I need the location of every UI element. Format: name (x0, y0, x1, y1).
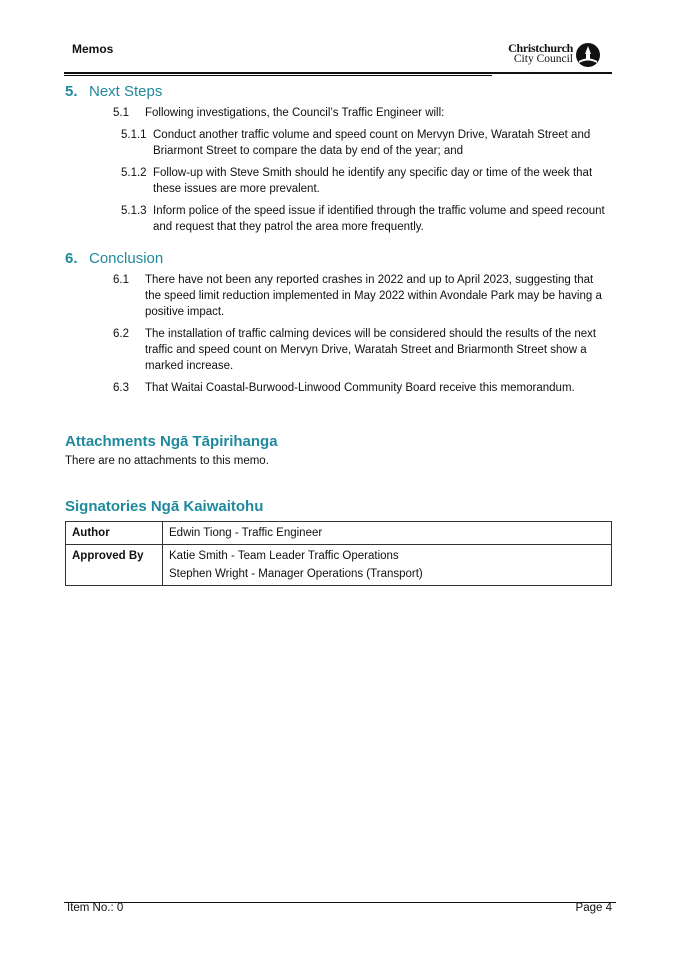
paragraph-5-1-1 (121, 127, 611, 159)
council-logo (497, 41, 601, 69)
paragraph-6-2 (113, 326, 611, 374)
paragraph-6-3 (113, 380, 611, 396)
approved-label: Approved By (66, 545, 163, 586)
paragraph-number: 5.1.1 (121, 129, 147, 141)
paragraph-number: 6.3 (113, 382, 129, 394)
paragraph-text: Conduct another traffic volume and speed count on Mervyn Drive, Waratah Street and Briarmont Street to compare the data by end of the year; and (153, 129, 591, 157)
paragraph-5-1-3 (121, 203, 611, 235)
attachments-heading: Attachments Ngā Tāpirihanga (65, 433, 278, 450)
section5-heading (65, 83, 162, 100)
section6-number: 6. (65, 250, 78, 267)
paragraph-5-1 (113, 105, 608, 121)
signatories-table (65, 521, 612, 586)
paragraph-text: Following investigations, the Council’s Traffic Engineer will: (145, 107, 445, 119)
paragraph-number: 5.1.3 (121, 205, 147, 217)
approver-1: Katie Smith - Team Leader Traffic Operations (169, 550, 399, 562)
paragraph-5-1-2 (121, 165, 611, 197)
section5-number: 5. (65, 83, 78, 100)
paragraph-6-1 (113, 272, 611, 320)
header-rule (64, 72, 612, 74)
paragraph-number: 6.1 (113, 274, 129, 286)
author-value: Edwin Tiong - Traffic Engineer (163, 522, 612, 545)
section6-heading (65, 250, 163, 267)
footer-item-no: Item No.: 0 (67, 902, 124, 914)
attachments-text: There are no attachments to this memo. (65, 455, 269, 467)
author-label: Author (66, 522, 163, 545)
footer-page-number: Page 4 (575, 902, 612, 914)
paragraph-text: That Waitai Coastal-Burwood-Linwood Community Board receive this memorandum. (145, 382, 575, 394)
section5-title: Next Steps (89, 83, 163, 100)
table-row (66, 522, 612, 545)
paragraph-text: Inform police of the speed issue if identified through the traffic volume and speed recount and request that they patrol the area more frequently. (153, 205, 605, 233)
paragraph-number: 5.1 (113, 107, 129, 119)
paragraph-number: 6.2 (113, 328, 129, 340)
paragraph-number: 5.1.2 (121, 167, 147, 179)
header-rule-thin (64, 75, 492, 76)
paragraph-text: There have not been any reported crashes in 2022 and up to April 2023, suggesting that the speed limit reduction implemented in May 2022 within Avondale Park may be having a positive impact. (145, 274, 602, 318)
logo-line2: City Council (513, 53, 573, 65)
footer-rule (64, 902, 616, 903)
logo-line1: Christchurch (508, 41, 573, 55)
paragraph-text: Follow-up with Steve Smith should he identify any specific day or time of the week that these issues are more prevalent. (153, 167, 593, 195)
cathedral-icon (575, 42, 601, 68)
signatories-heading: Signatories Ngā Kaiwaitohu (65, 498, 264, 515)
approved-value (163, 545, 612, 586)
approver-2: Stephen Wright - Manager Operations (Transport) (169, 568, 423, 580)
section6-title: Conclusion (89, 250, 164, 267)
header-label: Memos (72, 42, 114, 56)
paragraph-text: The installation of traffic calming devices will be considered should the results of the next traffic and speed count on Mervyn Drive, Waratah Street and Briarmonth Street show a marked increase. (145, 328, 597, 372)
table-row (66, 545, 612, 586)
